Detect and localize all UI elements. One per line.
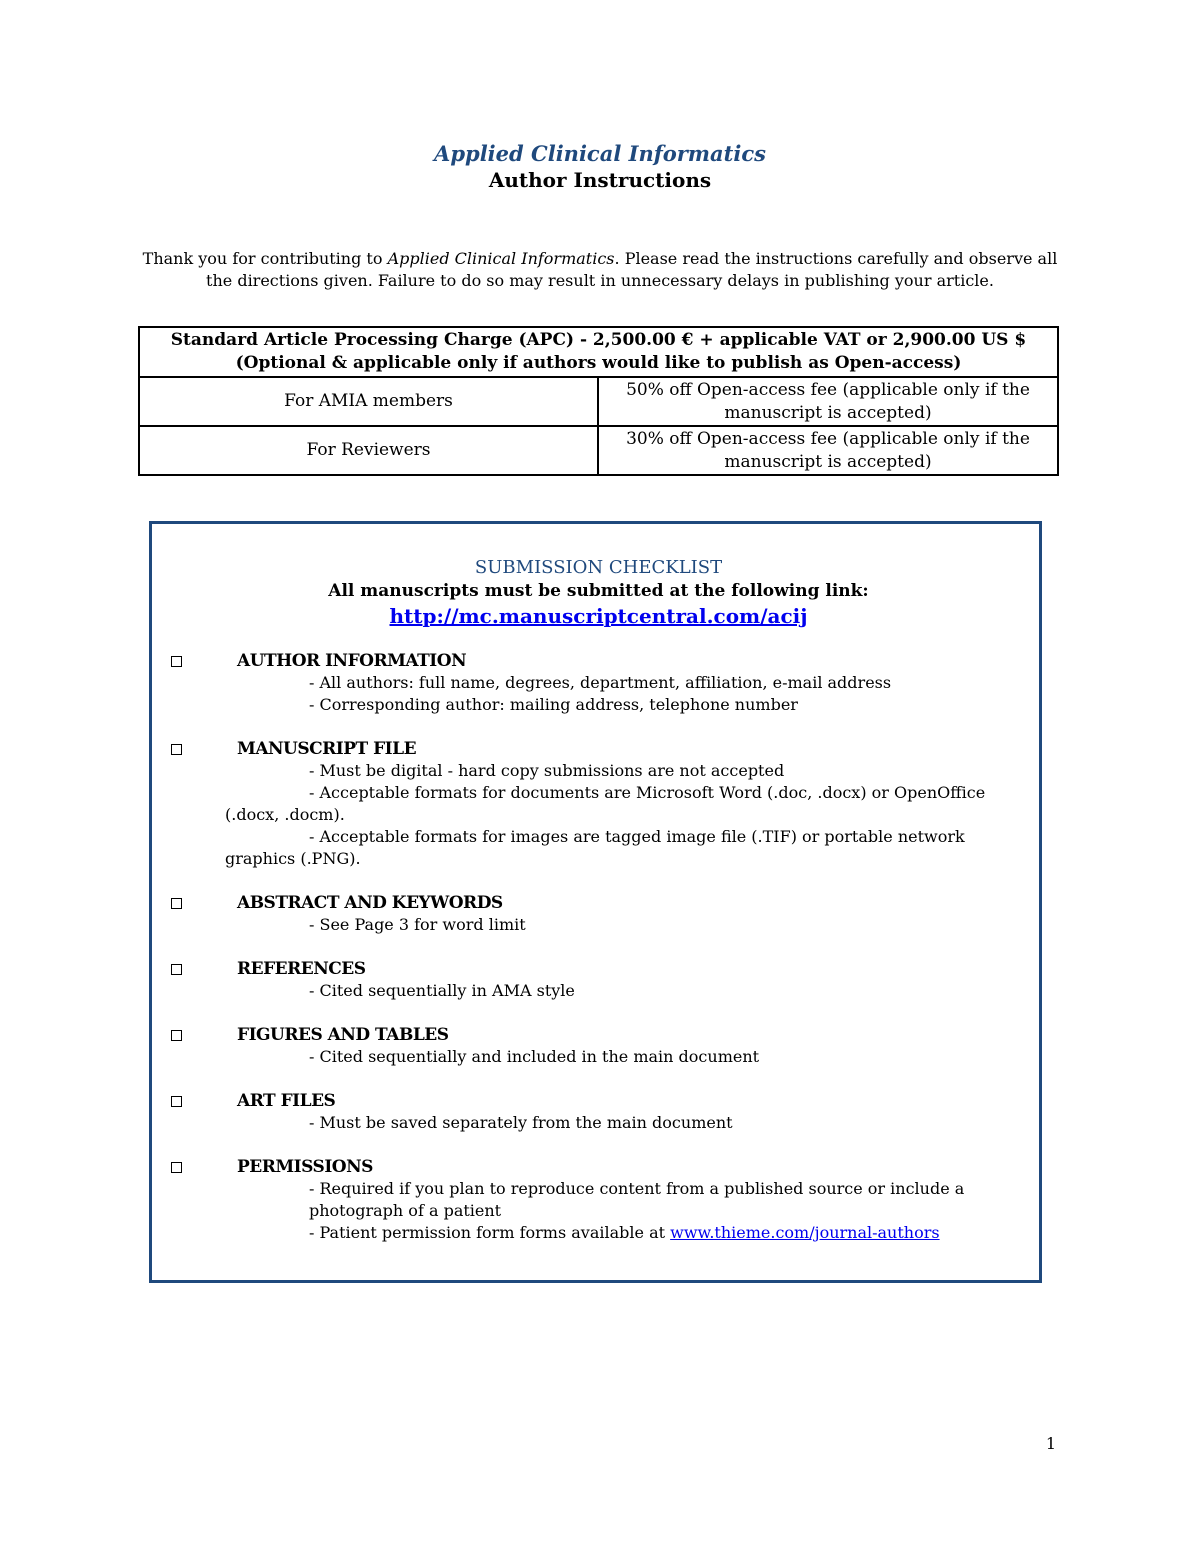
checklist-subtitle: All manuscripts must be submitted at the following link: (328, 581, 869, 601)
document-title: Author Instructions (488, 168, 712, 192)
detail-line: - Acceptable formats for images are tagged image file (.TIF) or portable network graphics (.PNG). (225, 827, 965, 868)
apc-header-cell (139, 327, 1058, 377)
checklist-item-details (152, 760, 1045, 870)
intro-paragraph (140, 248, 1060, 292)
detail-line: - Must be digital - hard copy submissions are not accepted (309, 761, 785, 780)
detail-prefix: - Patient permission form forms available at (309, 1223, 671, 1242)
checklist-item-heading: AUTHOR INFORMATION (237, 651, 467, 671)
checklist-item-heading: MANUSCRIPT FILE (237, 739, 417, 759)
checklist-item-heading: PERMISSIONS (237, 1157, 373, 1177)
apc-header-line2: (Optional & applicable only if authors would like to publish as Open-access) (235, 353, 962, 373)
checklist-item-details (152, 980, 1045, 1002)
apc-header-row (139, 327, 1058, 377)
page-number: 1 (1045, 1434, 1056, 1453)
checklist-item-heading: ABSTRACT AND KEYWORDS (237, 893, 503, 913)
journal-title: Applied Clinical Informatics (434, 141, 766, 166)
checkbox-icon[interactable] (171, 964, 182, 975)
detail-line: - Corresponding author: mailing address, telephone number (309, 695, 798, 714)
apc-row-label: For Reviewers (139, 426, 598, 475)
checklist-item-details (152, 1112, 1045, 1134)
intro-suffix: . Please read the instructions carefully and observe all the directions given. Failure to do so may result in unnecessary delays in publishing your article. (206, 249, 1058, 290)
apc-row-value: 30% off Open-access fee (applicable only if the manuscript is accepted) (598, 426, 1058, 475)
detail-line (152, 1222, 1045, 1244)
checkbox-icon[interactable] (171, 744, 182, 755)
checklist-item-heading: FIGURES AND TABLES (237, 1025, 449, 1045)
intro-journal-name: Applied Clinical Informatics (387, 249, 615, 268)
checkbox-icon[interactable] (171, 898, 182, 909)
checklist-item-details (152, 1178, 1045, 1244)
detail-line: - Cited sequentially in AMA style (309, 981, 575, 1000)
apc-table (138, 326, 1059, 476)
detail-line: - Cited sequentially and included in the main document (309, 1047, 760, 1066)
checklist-item-details (152, 672, 1045, 716)
apc-row-amia (139, 377, 1058, 426)
checklist-link-line (152, 604, 1045, 628)
apc-header-line1: Standard Article Processing Charge (APC) - 2,500.00 € + applicable VAT or 2,900.00 US $ (170, 330, 1027, 350)
checkbox-icon[interactable] (171, 1030, 182, 1041)
apc-row-reviewers (139, 426, 1058, 475)
detail-line: - All authors: full name, degrees, department, affiliation, e-mail address (309, 673, 892, 692)
checklist-item-heading: REFERENCES (237, 959, 366, 979)
thieme-authors-link[interactable]: www.thieme.com/journal-authors (670, 1223, 940, 1242)
intro-prefix: Thank you for contributing to (142, 249, 388, 268)
detail-line: - Must be saved separately from the main document (309, 1113, 733, 1132)
submission-checklist (149, 521, 1042, 1283)
manuscript-central-link[interactable]: http://mc.manuscriptcentral.com/acij (389, 604, 808, 628)
checkbox-icon[interactable] (171, 1162, 182, 1173)
checklist-item-heading: ART FILES (237, 1091, 336, 1111)
detail-line: - Required if you plan to reproduce content from a published source or include a photograph of a patient (309, 1179, 965, 1220)
checklist-item-details (152, 1046, 1045, 1068)
apc-row-value: 50% off Open-access fee (applicable only if the manuscript is accepted) (598, 377, 1058, 426)
checklist-item-details (152, 914, 1045, 936)
checklist-title: SUBMISSION CHECKLIST (474, 557, 723, 578)
detail-line: - See Page 3 for word limit (309, 915, 526, 934)
checkbox-icon[interactable] (171, 656, 182, 667)
apc-row-label: For AMIA members (139, 377, 598, 426)
detail-line: - Acceptable formats for documents are Microsoft Word (.doc, .docx) or OpenOffice (.docx, .docm). (225, 783, 986, 824)
checkbox-icon[interactable] (171, 1096, 182, 1107)
